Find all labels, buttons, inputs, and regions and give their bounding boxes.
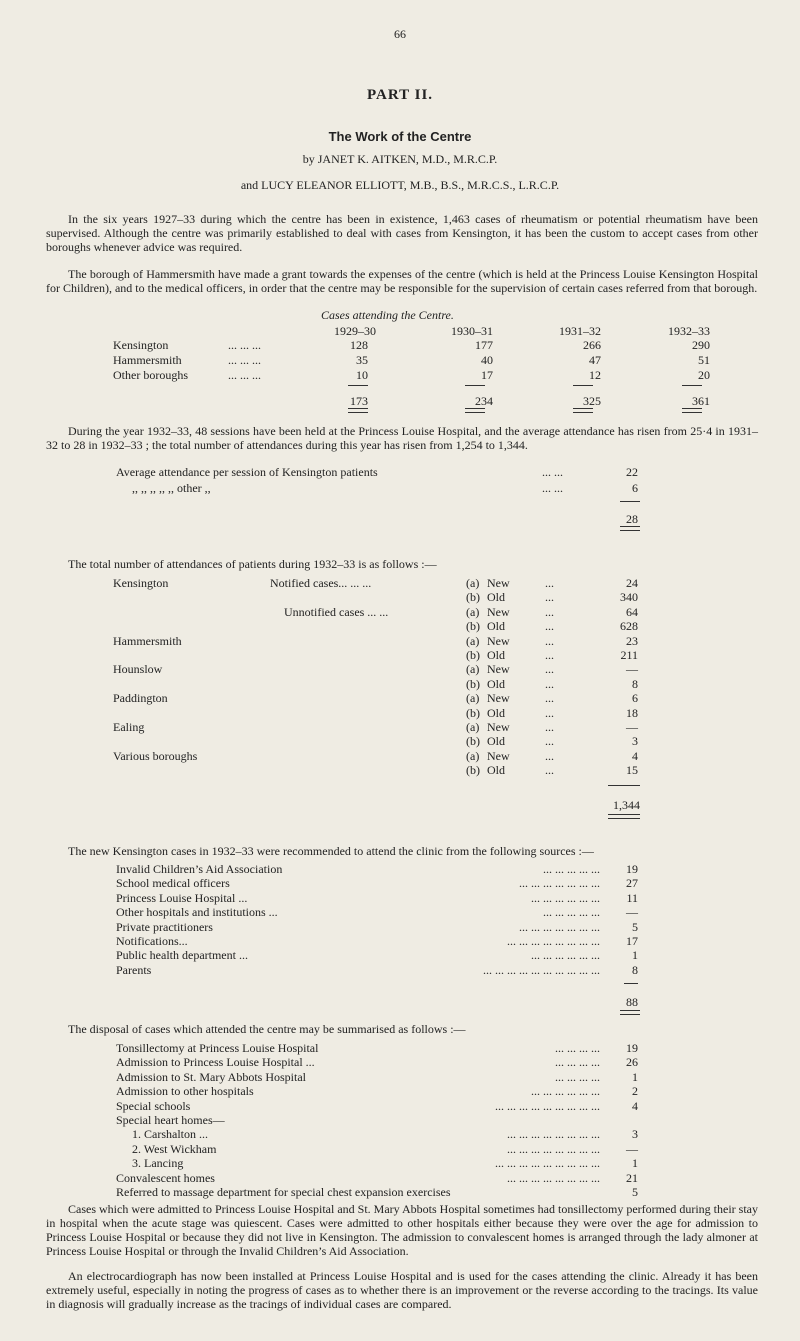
source-label: Public health department ... (116, 948, 248, 963)
item-key: (a) (466, 604, 480, 619)
attendance-value: 8 (632, 676, 638, 691)
disposal-label: 3. Lancing (132, 1156, 184, 1171)
cell-value: 35 (356, 353, 368, 367)
leader-dots: ... ... ... ... ... ... ... ... ... (495, 1156, 600, 1171)
leader-dots: ... ... ... ... ... ... ... ... (507, 1141, 600, 1156)
leader-dots: ... ... ... (228, 368, 261, 382)
leader-dots: ... ... ... (228, 353, 261, 367)
visit-type: New (487, 576, 510, 590)
leader-dots: ... ... ... ... (555, 1069, 600, 1084)
visit-type: New (487, 662, 510, 677)
leader-dots: ... ... ... ... ... ... ... ... (507, 1127, 600, 1142)
source-label: Invalid Children’s Aid Association (116, 862, 283, 876)
byline-author-1: by JANET K. AITKEN, M.D., M.R.C.P. (302, 152, 498, 166)
leader-dots: ... (545, 763, 554, 778)
leader-dots: ... (545, 691, 554, 706)
paragraph-hammersmith: The borough of Hammersmith have made a grant towards the expenses of the centre (which is held at the Princess Louise Kensington Hospital for Children), and to the medical officers, in order that the centre may be responsible for the supervision of certain cases referred from that borough. (46, 267, 758, 295)
borough-label: Hounslow (113, 662, 163, 677)
double-rule (620, 1010, 640, 1015)
attendance-value: 340 (620, 590, 638, 605)
item-key: (b) (466, 590, 480, 605)
leader-dots: ... (545, 705, 554, 720)
leader-dots: ... ... ... ... (555, 1055, 600, 1070)
attendances-intro: The total number of attendances of patients during 1932–33 is as follows :— (68, 557, 437, 571)
paragraph-admissions: Cases which were admitted to Princess Louise Hospital and St. Mary Abbots Hospital sometimes had tonsillectomy performed during their stay in hospital when the acute stage was quiescent. Cases were admitted to other hospitals either because they were over the age for admission to Princess Louise Hospital or because they did not live in Kensington. The admission to convalescent homes is arranged through the lady almoner at Princess Louise Hospital or through the Invalid Children’s Aid Association. (46, 1202, 758, 1258)
avg-total: 28 (626, 512, 638, 526)
item-key: (b) (466, 619, 480, 634)
sum-rule (573, 385, 593, 386)
source-value: 27 (626, 876, 638, 891)
leader-dots: ... ... ... ... ... ... ... ... (507, 1170, 600, 1185)
leader-dots: ... ... ... ... ... ... ... ... ... ... (483, 962, 600, 977)
source-label: Princess Louise Hospital ... (116, 890, 248, 905)
item-key: (b) (466, 676, 480, 691)
source-value: — (626, 905, 638, 920)
attendance-total: 1,344 (613, 798, 640, 812)
page-number: 66 (394, 27, 406, 41)
column-header: 1932–33 (668, 324, 710, 338)
row-label: Hammersmith (113, 353, 182, 367)
borough-label: Paddington (113, 691, 168, 706)
leader-dots: ... ... ... ... ... ... (531, 948, 600, 963)
visit-type: New (487, 604, 510, 619)
source-label: School medical officers (116, 876, 230, 891)
cell-value: 17 (481, 368, 493, 382)
disposal-label: Special schools (116, 1098, 191, 1113)
visit-type: Old (487, 590, 505, 605)
source-value: 11 (626, 890, 638, 905)
visit-type: New (487, 748, 510, 763)
attendance-value: — (626, 662, 638, 677)
attendance-value: 23 (626, 633, 638, 648)
sum-rule (624, 983, 638, 984)
double-rule (465, 408, 485, 413)
paragraph-electrocardiograph: An electrocardiograph has now been installed at Princess Louise Hospital and is used for the cases attending the clinic. Already it has been extremely useful, especially in noting the progress of cases as to whether there is an improvement or the reverse according to the tracings. Its value in diagnosis will gradually increase as the tracings of individual cases are compared. (46, 1269, 758, 1311)
visit-type: Old (487, 676, 505, 691)
borough-label: Various boroughs (113, 748, 198, 763)
source-label: Private practitioners (116, 919, 213, 934)
attendance-value: — (626, 720, 638, 734)
leader-dots: ... ... ... ... ... ... ... (519, 919, 600, 934)
sources-total: 88 (626, 995, 638, 1009)
sum-rule (682, 385, 702, 386)
item-key: (b) (466, 763, 480, 778)
avg-value-2: 6 (632, 481, 638, 495)
source-value: 19 (626, 862, 638, 876)
cell-value: 290 (692, 338, 710, 352)
attendance-value: 628 (620, 619, 638, 634)
source-value: 17 (626, 934, 638, 948)
double-rule (682, 408, 702, 413)
leader-dots: ... (545, 633, 554, 648)
total-value: 173 (350, 394, 368, 408)
cell-value: 10 (356, 368, 368, 382)
visit-type: New (487, 720, 510, 734)
visit-type: Old (487, 648, 505, 662)
disposal-value: 21 (626, 1170, 638, 1185)
source-value: 5 (632, 919, 638, 934)
double-rule (348, 408, 368, 413)
attendance-value: 24 (626, 576, 638, 590)
leader-dots: ... ... ... ... (555, 1041, 600, 1055)
leader-dots: ... ... ... ... ... ... (531, 1084, 600, 1099)
leader-dots: ... ... ... ... ... ... ... (519, 876, 600, 891)
disposal-label: Special heart homes— (116, 1113, 225, 1127)
item-key: (a) (466, 691, 480, 706)
disposal-label: Admission to St. Mary Abbots Hospital (116, 1069, 307, 1084)
double-rule (608, 814, 640, 819)
sum-rule (348, 385, 368, 386)
item-key: (b) (466, 648, 480, 662)
leader-dots: ... (545, 576, 554, 590)
visit-type: Old (487, 763, 505, 778)
item-key: (a) (466, 748, 480, 763)
disposal-value: 1 (632, 1069, 638, 1084)
sum-rule (620, 501, 640, 502)
leader-dots: ... (545, 619, 554, 634)
double-rule (620, 526, 640, 531)
borough-label: Hammersmith (113, 633, 182, 648)
column-header: 1931–32 (559, 324, 601, 338)
sources-intro: The new Kensington cases in 1932–33 were recommended to attend the clinic from the following sources :— (68, 844, 594, 858)
visit-type: New (487, 691, 510, 706)
disposal-label: 2. West Wickham (132, 1141, 217, 1156)
cell-value: 20 (698, 368, 710, 382)
source-label: Parents (116, 962, 152, 977)
sum-rule (465, 385, 485, 386)
borough-label: Kensington (113, 576, 169, 590)
disposal-value: 5 (632, 1185, 638, 1199)
row-label: Kensington (113, 338, 169, 352)
disposal-value: 1 (632, 1156, 638, 1171)
paragraph-intro: In the six years 1927–33 during which the centre has been in existence, 1,463 cases of rheumatism or potential rheumatism have been supervised. Although the centre was primarily established to deal with cases from Kensington, it has been the custom to accept cases from other boroughs whenever advice was required. (46, 212, 758, 254)
row-label: Other boroughs (113, 368, 188, 382)
leader-dots: ... ... ... ... ... (543, 862, 600, 876)
leader-dots: ... (545, 676, 554, 691)
visit-type: Old (487, 705, 505, 720)
total-value: 361 (692, 394, 710, 408)
attendance-value: 6 (632, 691, 638, 706)
leader-dots: ... ... ... ... ... (543, 905, 600, 920)
attendance-value: 64 (626, 604, 638, 619)
disposal-value: 3 (632, 1127, 638, 1142)
leader-dots: ... (545, 648, 554, 662)
visit-type: New (487, 633, 510, 648)
visit-type: Old (487, 619, 505, 634)
cell-value: 266 (583, 338, 601, 352)
byline-author-2: and LUCY ELEANOR ELLIOTT, M.B., B.S., M.R.C.S., L.R.C.P. (240, 178, 560, 192)
disposal-value: 26 (626, 1055, 638, 1070)
paragraph-attendance: During the year 1932–33, 48 sessions have been held at the Princess Louise Hospital, and the average attendance has risen from 25·4 in 1931–32 to 28 in 1932–33 ; the total number of attendances during this year has risen from 1,254 to 1,344. (46, 424, 758, 452)
attendance-value: 18 (626, 705, 638, 720)
disposal-label: 1. Carshalton ... (132, 1127, 208, 1142)
disposal-value: — (626, 1141, 638, 1156)
total-value: 234 (475, 394, 493, 408)
section-title: The Work of the Centre (328, 129, 472, 144)
disposal-value: 19 (626, 1041, 638, 1055)
leader-dots: ... ... ... (228, 338, 261, 352)
leader-dots: ... (545, 720, 554, 734)
cell-value: 177 (475, 338, 493, 352)
table-caption: Cases attending the Centre. (321, 308, 454, 322)
cell-value: 128 (350, 338, 368, 352)
disposal-label: Admission to other hospitals (116, 1084, 254, 1099)
disposal-label: Convalescent homes (116, 1170, 215, 1185)
case-type-label: Unnotified cases ... ... (284, 604, 389, 619)
disposal-label: Tonsillectomy at Princess Louise Hospital (116, 1041, 319, 1055)
cell-value: 40 (481, 353, 493, 367)
disposal-value: 4 (632, 1098, 638, 1113)
cell-value: 12 (589, 368, 601, 382)
cell-value: 47 (589, 353, 601, 367)
avg-dots-2: ... ... (542, 481, 563, 495)
disposal-label: Referred to massage department for special chest expansion exercises (116, 1185, 451, 1199)
sum-rule (608, 785, 640, 786)
leader-dots: ... (545, 604, 554, 619)
visit-type: Old (487, 734, 505, 749)
cell-value: 51 (698, 353, 710, 367)
item-key: (a) (466, 662, 480, 677)
leader-dots: ... (545, 662, 554, 677)
item-key: (a) (466, 576, 480, 590)
disposal-label: Admission to Princess Louise Hospital ... (116, 1055, 315, 1070)
avg-label-1: Average attendance per session of Kensington patients (116, 465, 378, 479)
source-value: 8 (632, 962, 638, 977)
leader-dots: ... (545, 748, 554, 763)
avg-dots-1: ... ... (542, 465, 563, 479)
item-key: (a) (466, 720, 480, 734)
double-rule (573, 408, 593, 413)
leader-dots: ... (545, 590, 554, 605)
attendance-value: 3 (632, 734, 638, 749)
leader-dots: ... ... ... ... ... ... ... ... (507, 934, 600, 948)
leader-dots: ... ... ... ... ... ... ... ... ... (495, 1098, 600, 1113)
item-key: (b) (466, 705, 480, 720)
avg-label-2: ,, ,, ,, ,, ,, other ,, (132, 481, 211, 495)
leader-dots: ... (545, 734, 554, 749)
item-key: (a) (466, 633, 480, 648)
borough-label: Ealing (113, 720, 145, 734)
source-label: Other hospitals and institutions ... (116, 905, 278, 920)
attendance-value: 4 (632, 748, 638, 763)
source-value: 1 (632, 948, 638, 963)
leader-dots: ... ... ... ... ... ... (531, 890, 600, 905)
part-heading: PART II. (366, 87, 434, 103)
total-value: 325 (583, 394, 601, 408)
attendance-value: 15 (626, 763, 638, 778)
column-header: 1930–31 (451, 324, 493, 338)
item-key: (b) (466, 734, 480, 749)
disposal-intro: The disposal of cases which attended the centre may be summarised as follows :— (68, 1022, 466, 1036)
case-type-label: Notified cases... ... ... (270, 576, 372, 590)
disposal-value: 2 (632, 1084, 638, 1099)
attendance-value: 211 (620, 648, 638, 662)
avg-value-1: 22 (626, 465, 638, 479)
source-label: Notifications... (116, 934, 188, 948)
column-header: 1929–30 (334, 324, 376, 338)
